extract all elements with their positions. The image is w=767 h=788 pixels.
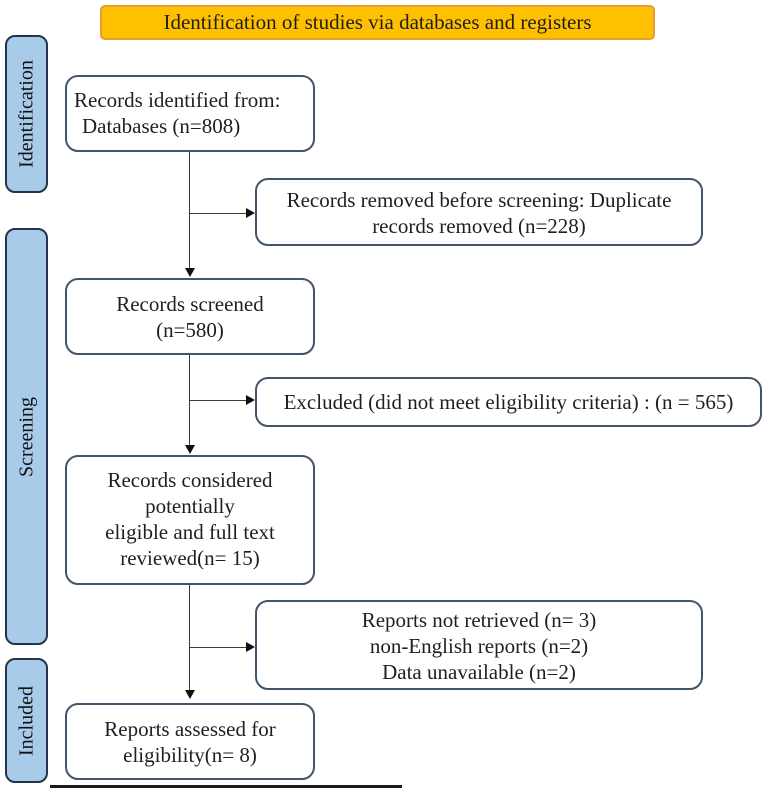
arrow-to-excluded-head-icon xyxy=(246,395,255,405)
banner xyxy=(100,5,655,40)
box-records-identified xyxy=(65,75,315,152)
box-excluded-line-1: Excluded (did not meet eligibility criteria) : (n = 565) xyxy=(283,390,734,414)
box-records-screened xyxy=(65,278,315,355)
box-reports-not-retrieved-line-3: Data unavailable (n=2) xyxy=(382,660,576,684)
box-records-eligible-line-4: reviewed(n= 15) xyxy=(120,546,260,570)
box-records-removed-line-1: Records removed before screening: Duplicate xyxy=(286,188,672,212)
box-records-eligible xyxy=(65,455,315,585)
arrow-eligible-to-assessed-head-icon xyxy=(185,690,195,699)
box-reports-assessed-line-2: eligibility(n= 8) xyxy=(123,743,257,767)
box-excluded xyxy=(255,377,762,427)
box-records-removed xyxy=(255,178,703,246)
stage-screening-label: Screening xyxy=(15,396,37,477)
box-records-screened-line-1: Records screened xyxy=(116,292,264,316)
arrow-to-not-retrieved-line xyxy=(190,647,246,648)
arrow-identified-to-screened-head-icon xyxy=(185,268,195,277)
box-records-eligible-line-1: Records considered xyxy=(107,468,273,492)
box-records-eligible-line-3: eligible and full text xyxy=(105,520,275,544)
box-records-identified-line-2: Databases (n=808) xyxy=(82,114,241,138)
arrow-eligible-to-assessed-line xyxy=(189,585,190,690)
arrow-to-not-retrieved-head-icon xyxy=(246,642,255,652)
box-reports-not-retrieved xyxy=(255,600,703,690)
box-records-removed-line-2: records removed (n=228) xyxy=(372,214,586,238)
stage-included-label: Included xyxy=(15,685,37,756)
stage-identification xyxy=(5,35,48,193)
box-reports-not-retrieved-line-1: Reports not retrieved (n= 3) xyxy=(361,608,597,632)
arrow-to-excluded-line xyxy=(190,400,246,401)
stage-screening xyxy=(5,228,48,645)
arrow-identified-to-screened-line xyxy=(189,152,190,268)
stage-identification-label: Identification xyxy=(15,60,37,168)
arrow-to-removed-head-icon xyxy=(246,208,255,218)
banner-label: Identification of studies via databases and registers xyxy=(163,10,592,34)
box-reports-assessed xyxy=(65,703,315,780)
stage-included xyxy=(5,658,48,783)
box-reports-assessed-line-1: Reports assessed for xyxy=(104,717,276,741)
box-reports-not-retrieved-line-2: non-English reports (n=2) xyxy=(369,634,589,658)
box-records-identified-line-1: Records identified from: xyxy=(74,88,281,112)
arrow-to-removed-line xyxy=(190,213,246,214)
box-records-eligible-line-2: potentially xyxy=(145,494,235,518)
box-records-screened-line-2: (n=580) xyxy=(156,318,224,342)
arrow-screened-to-eligible-head-icon xyxy=(185,445,195,454)
